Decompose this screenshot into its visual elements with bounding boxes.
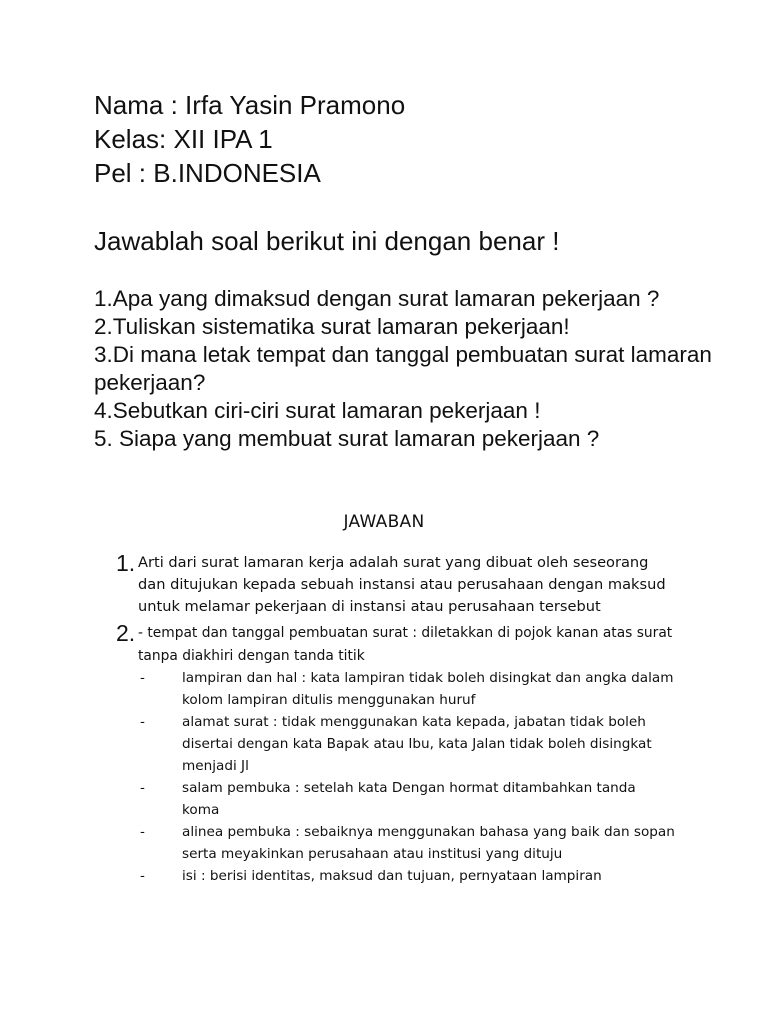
question-item: 3.Di mana letak tempat dan tanggal pembuatan surat lamaran pekerjaan?	[94, 342, 712, 395]
list-item-text: alinea pembuka : sebaiknya menggunakan bahasa yang baik dan sopan serta meyakinkan perusahaan atau institusi yang dituju	[182, 824, 675, 862]
answer-number: 1.	[116, 550, 136, 576]
instruction-heading: Jawablah soal berikut ini dengan benar !	[94, 226, 560, 256]
answer-list	[116, 552, 676, 887]
answer-item	[116, 552, 676, 618]
question-list	[94, 285, 714, 453]
bullet-dash: -	[140, 670, 145, 686]
answers-title: JAWABAN	[343, 512, 425, 532]
question-item: 1.Apa yang dimaksud dengan surat lamaran pekerjaan ?	[94, 286, 660, 311]
list-item-text: isi : berisi identitas, maksud dan tujuan, pernyataan lampiran	[182, 868, 602, 884]
list-item	[140, 667, 676, 711]
student-name: Nama : Irfa Yasin Pramono	[94, 90, 406, 120]
answer-text: Arti dari surat lamaran kerja adalah surat yang dibuat oleh seseorang dan ditujukan kepada sebuah instansi atau perusahaan dengan maksud untuk melamar pekerjaan di instansi atau perusahaan tersebut	[138, 554, 666, 615]
bullet-dash: -	[140, 780, 145, 796]
subject: Pel : B.INDONESIA	[94, 158, 321, 188]
list-item-text: alamat surat : tidak menggunakan kata kepada, jabatan tidak boleh disertai dengan kata Bapak atau Ibu, kata Jalan tidak boleh disingkat menjadi Jl	[182, 714, 652, 774]
list-item-text: lampiran dan hal : kata lampiran tidak boleh disingkat dan angka dalam kolom lampiran ditulis menggunakan huruf	[182, 670, 674, 708]
list-item	[140, 821, 676, 865]
list-item	[140, 777, 676, 821]
bullet-dash: -	[140, 868, 145, 884]
bullet-dash: -	[140, 714, 145, 730]
list-item	[140, 865, 676, 887]
list-item-text: salam pembuka : setelah kata Dengan hormat ditambahkan tanda koma	[182, 780, 636, 818]
student-header	[94, 88, 405, 190]
student-class: Kelas: XII IPA 1	[94, 124, 273, 154]
answer-text: - tempat dan tanggal pembuatan surat : diletakkan di pojok kanan atas surat tanpa diakhiri dengan tanda titik	[138, 625, 673, 664]
answer-number: 2.	[116, 620, 136, 646]
answer-sublist	[140, 667, 676, 887]
answer-item	[116, 622, 676, 887]
question-item: 2.Tuliskan sistematika surat lamaran pekerjaan!	[94, 314, 570, 339]
bullet-dash: -	[140, 824, 145, 840]
question-item: 4.Sebutkan ciri-ciri surat lamaran pekerjaan !	[94, 398, 541, 423]
list-item	[140, 711, 676, 777]
question-item: 5. Siapa yang membuat surat lamaran pekerjaan ?	[94, 426, 600, 451]
